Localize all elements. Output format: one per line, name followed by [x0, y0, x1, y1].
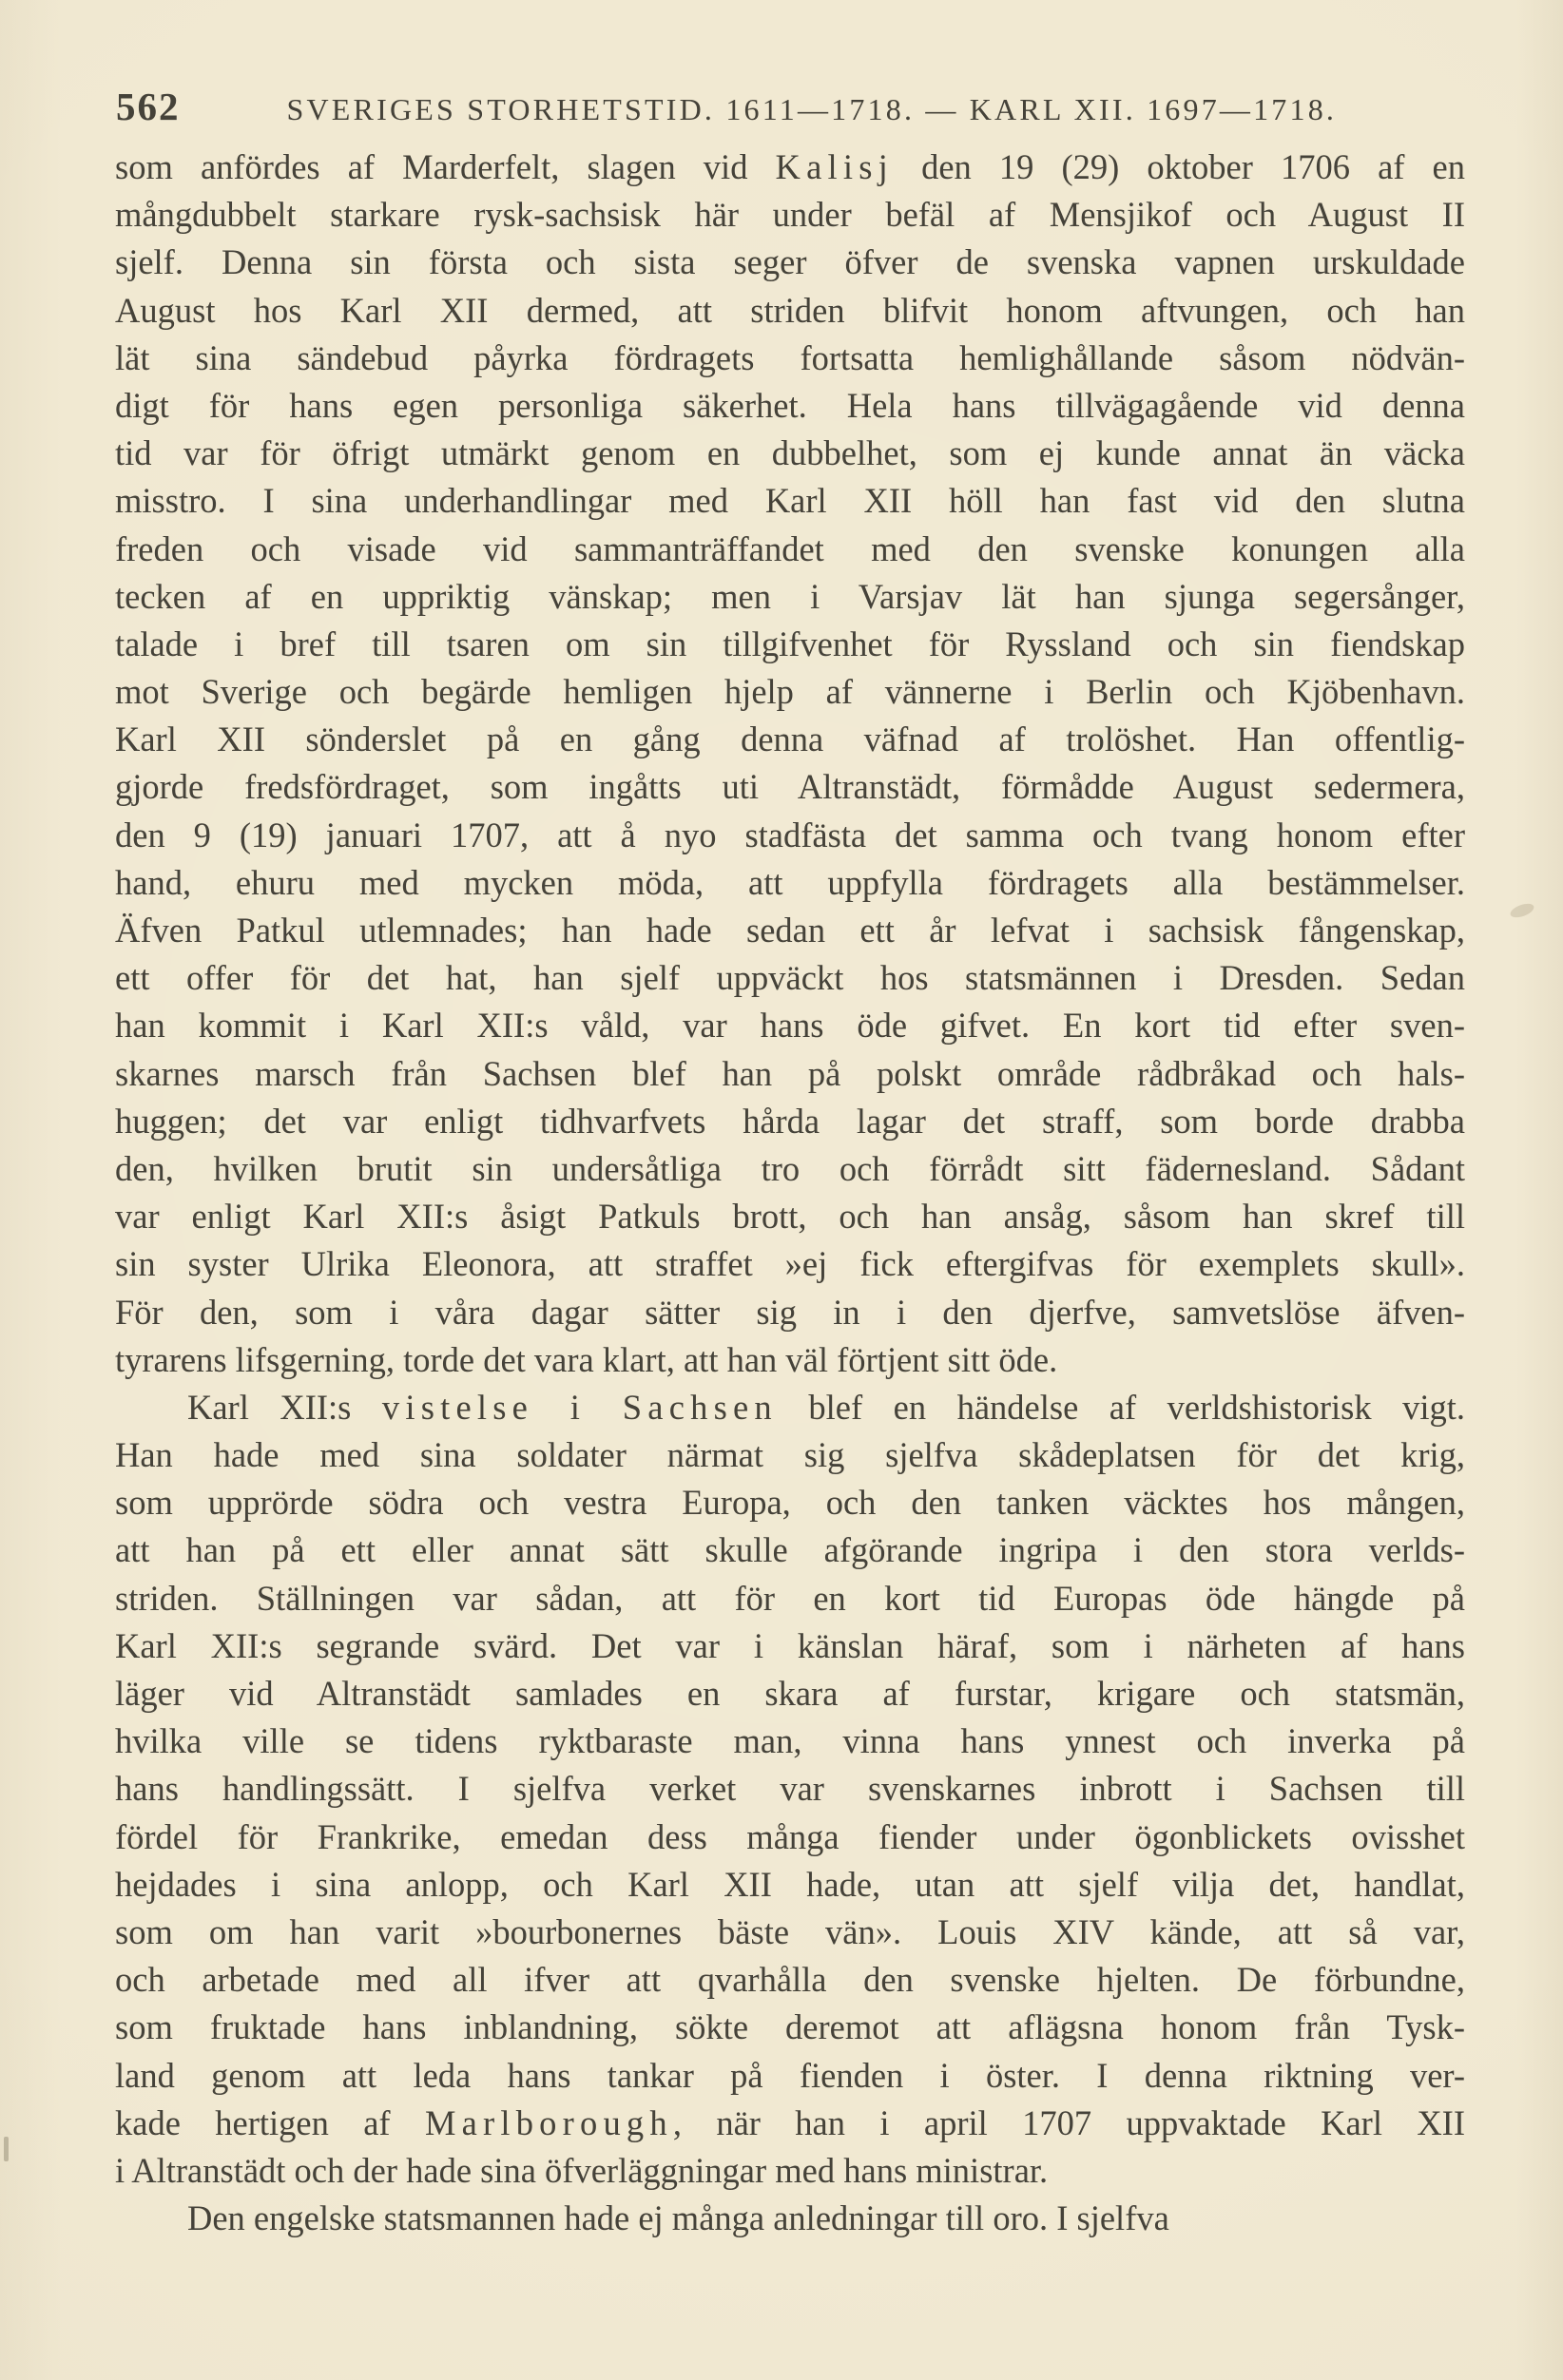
text-line	[115, 1431, 1465, 1479]
text-segment: och arbetade med all ifver att qvarhålla den svenske hjelten. De förbundne,	[115, 1960, 1465, 2000]
text-line	[115, 144, 1465, 191]
text-line	[115, 1909, 1465, 1956]
text-segment: skarnes marsch från Sachsen blef han på polskt område rådbråkad och hals-	[115, 1053, 1465, 1093]
text-line	[115, 191, 1465, 239]
text-segment: , när han i april 1707 uppvaktade Karl XII	[672, 2102, 1465, 2142]
text-segment: hejdades i sina anlopp, och Karl XII hade, utan att sjelf vilja det, handlat,	[115, 1864, 1465, 1904]
text-line	[115, 2100, 1465, 2147]
text-segment: Den engelske statsmannen hade ej många anledningar till oro. I sjelfva	[187, 2198, 1169, 2238]
text-line	[115, 907, 1465, 954]
text-segment: att han på ett eller annat sätt skulle afgörande ingripa i den stora verlds-	[115, 1530, 1465, 1570]
running-title: SVERIGES STORHETSTID. 1611—1718. — KARL XII. 1697—1718.	[286, 92, 1338, 126]
text-segment: talade i bref till tsaren om sin tillgifvenhet för Ryssland och sin fiendskap	[115, 624, 1465, 663]
text-segment: fördel för Frankrike, emedan dess många fiender under ögonblickets ovisshet	[115, 1816, 1465, 1856]
text-line	[115, 1718, 1465, 1765]
text-line	[115, 812, 1465, 859]
emphasized-text: vistelse i Sachsen	[381, 1387, 778, 1427]
text-segment: misstro. I sina underhandlingar med Karl XII höll han fast vid den slutna	[115, 481, 1465, 521]
text-segment: som upprörde södra och vestra Europa, och den tanken väcktes hos mången,	[115, 1483, 1465, 1523]
text-segment: som om han varit »bourbonernes bäste vän». Louis XIV kände, att så var,	[115, 1911, 1465, 1951]
text-line	[115, 1336, 1465, 1384]
text-segment: han kommit i Karl XII:s våld, var hans öde gifvet. En kort tid efter sven-	[115, 1006, 1465, 1046]
text-line	[115, 287, 1465, 335]
text-line	[115, 1240, 1465, 1288]
text-segment: freden och visade vid sammanträffandet med den svenske konungen alla	[115, 528, 1465, 568]
text-segment: tyrarens lifsgerning, torde det vara klart, att han väl förtjent sitt öde.	[115, 1339, 1058, 1379]
text-line	[115, 2052, 1465, 2100]
text-segment: Han hade med sina soldater närmat sig sjelfva skådeplatsen för det krig,	[115, 1435, 1465, 1475]
text-segment: hand, ehuru med mycken möda, att uppfylla fördragets alla bestämmelser.	[115, 862, 1465, 902]
text-segment: Äfven Patkul utlemnades; han hade sedan ett år lefvat i sachsisk fångenskap,	[115, 911, 1465, 950]
body-text	[115, 144, 1465, 2242]
text-line	[115, 1575, 1465, 1622]
text-segment: gjorde fredsfördraget, som ingåtts uti Altranstädt, förmådde August sedermera,	[115, 767, 1465, 807]
text-line	[115, 1479, 1465, 1526]
text-segment: den, hvilken brutit sin undersåtliga tro och förrådt sitt fädernesland. Sådant	[115, 1148, 1465, 1188]
text-segment: För den, som i våra dagar sätter sig in i den djerfve, samvetslöse äfven-	[115, 1292, 1465, 1332]
text-line	[115, 1670, 1465, 1718]
text-segment: ett offer för det hat, han sjelf uppväckt hos statsmännen i Dresden. Sedan	[115, 958, 1465, 998]
text-line	[115, 2004, 1465, 2051]
text-segment: läger vid Altranstädt samlades en skara af furstar, krigare och statsmän,	[115, 1674, 1465, 1713]
text-line	[115, 621, 1465, 668]
text-segment: digt för hans egen personliga säkerhet. Hela hans tillvägagående vid denna	[115, 385, 1465, 425]
text-segment: sin syster Ulrika Eleonora, att straffet »ej fick eftergifvas för exemplets skull».	[115, 1244, 1465, 1284]
text-segment: Karl XII:s	[187, 1387, 382, 1427]
page-number: 562	[116, 85, 181, 128]
text-segment: var enligt Karl XII:s åsigt Patkuls brott, och han ansåg, såsom han skref till	[115, 1197, 1465, 1237]
text-segment: den 19 (29) oktober 1706 af en	[893, 147, 1465, 186]
text-line	[115, 1289, 1465, 1336]
text-segment: som anfördes af Marderfelt, slagen vid	[115, 147, 776, 186]
text-line	[115, 859, 1465, 907]
emphasized-text: Kalisj	[775, 147, 894, 186]
text-line	[115, 668, 1465, 716]
text-line	[115, 430, 1465, 477]
text-segment: land genom att leda hans tankar på fienden i öster. I denna riktning ver-	[115, 2055, 1465, 2095]
text-line	[115, 1956, 1465, 2004]
text-segment: tecken af en uppriktig vänskap; men i Varsjav lät han sjunga segersånger,	[115, 576, 1465, 616]
text-segment: mångdubbelt starkare rysk-sachsisk här under befäl af Mensjikof och August II	[115, 195, 1465, 235]
text-line	[115, 335, 1465, 382]
text-segment: kade hertigen af	[115, 2102, 425, 2142]
text-segment: som fruktade hans inblandning, sökte deremot att aflägsna honom från Tysk-	[115, 2007, 1465, 2047]
text-line	[115, 763, 1465, 811]
text-line	[115, 382, 1465, 430]
text-segment: hvilka ville se tidens ryktbaraste man, vinna hans ynnest och inverka på	[115, 1721, 1465, 1761]
text-line	[115, 2147, 1465, 2195]
text-segment: mot Sverige och begärde hemligen hjelp af vännerne i Berlin och Kjöbenhavn.	[115, 672, 1465, 712]
text-segment: August hos Karl XII dermed, att striden blifvit honom aftvungen, och han	[115, 290, 1465, 330]
text-line	[115, 2195, 1465, 2242]
text-line	[115, 954, 1465, 1002]
text-line	[115, 573, 1465, 621]
text-line	[115, 716, 1465, 763]
text-segment: Karl XII:s segrande svärd. Det var i känslan häraf, som i närheten af hans	[115, 1625, 1465, 1665]
text-line	[115, 1814, 1465, 1861]
text-line	[115, 1622, 1465, 1670]
text-line	[115, 477, 1465, 525]
text-line	[115, 1765, 1465, 1813]
text-line	[115, 1384, 1465, 1431]
text-line	[115, 1002, 1465, 1049]
text-line	[115, 239, 1465, 286]
text-line	[115, 1050, 1465, 1098]
text-line	[115, 1098, 1465, 1145]
text-line	[115, 1193, 1465, 1240]
scan-speck	[1509, 901, 1536, 920]
text-line	[115, 1145, 1465, 1193]
text-segment: sjelf. Denna sin första och sista seger öfver de svenska vapnen urskuldade	[115, 242, 1465, 282]
text-segment: blef en händelse af verldshistorisk vigt.	[777, 1387, 1466, 1427]
text-line	[115, 526, 1465, 573]
text-segment: Karl XII sönderslet på en gång denna väfnad af trolöshet. Han offentlig-	[115, 720, 1465, 759]
scan-speck	[4, 2137, 9, 2161]
text-segment: striden. Ställningen var sådan, att för en kort tid Europas öde hängde på	[115, 1578, 1465, 1618]
text-segment: tid var för öfrigt utmärkt genom en dubbelhet, som ej kunde annat än väcka	[115, 433, 1465, 473]
text-segment: hans handlingssätt. I sjelfva verket var svenskarnes inbrott i Sachsen till	[115, 1769, 1465, 1809]
text-segment: huggen; det var enligt tidhvarfvets hårda lagar det straff, som borde drabba	[115, 1101, 1465, 1141]
text-segment: i Altranstädt och der hade sina öfverläggningar med hans ministrar.	[115, 2150, 1049, 2190]
emphasized-text: Marlborough	[424, 2102, 673, 2142]
text-segment: lät sina sändebud påyrka fördragets fortsatta hemlighållande såsom nödvän-	[115, 337, 1465, 377]
text-segment: den 9 (19) januari 1707, att å nyo stadfästa det samma och tvang honom efter	[115, 815, 1465, 854]
text-line	[115, 1526, 1465, 1574]
text-line	[115, 1861, 1465, 1909]
page-header	[116, 84, 1464, 129]
